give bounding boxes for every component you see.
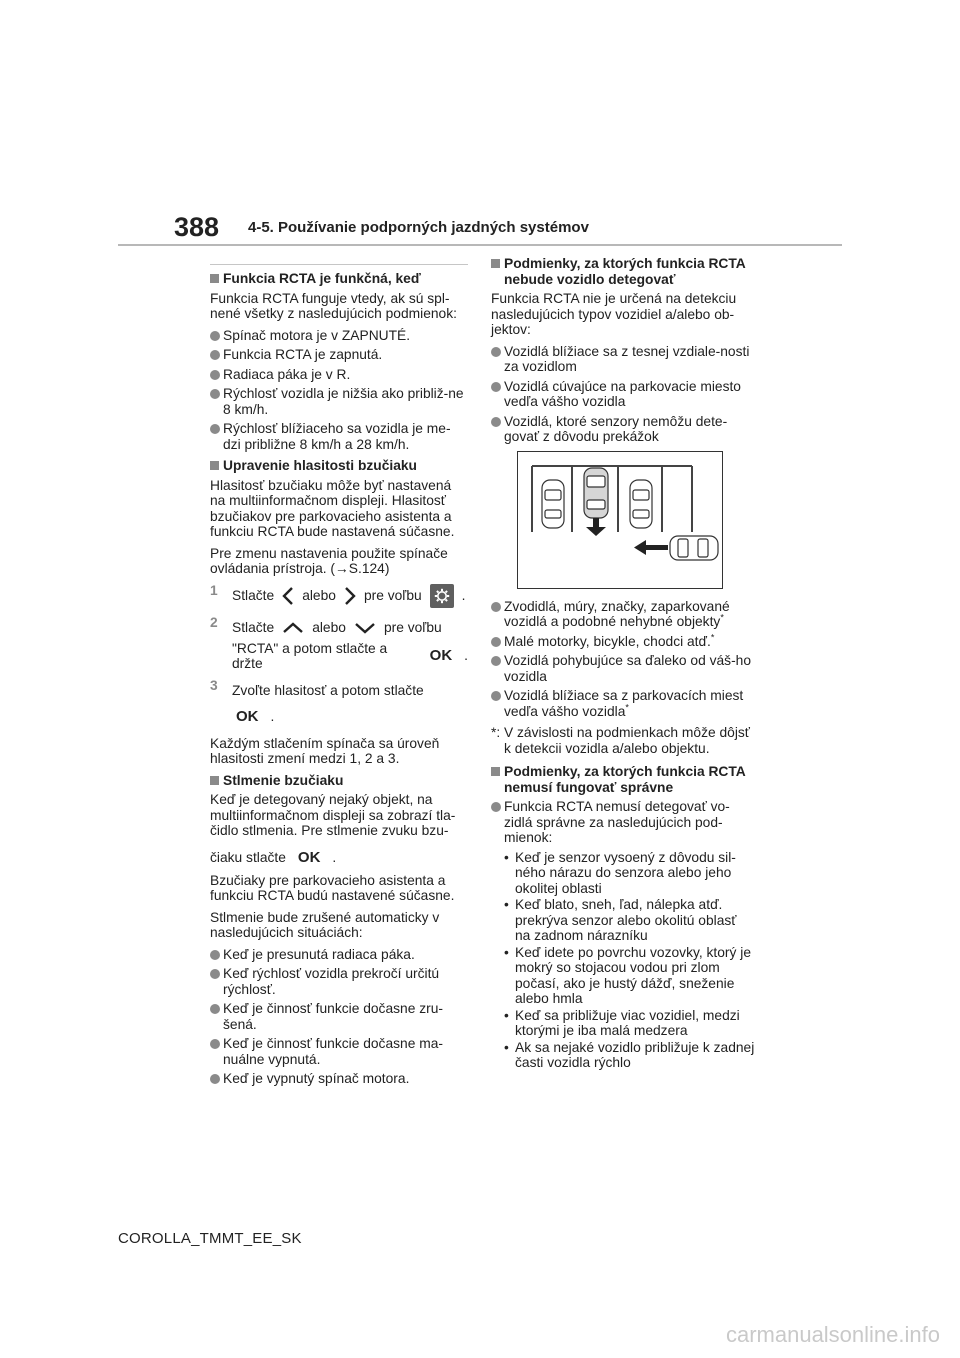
heading-buzzer-mute: Stlmenie bzučiaku	[210, 773, 468, 789]
ok-icon: OK	[429, 647, 453, 665]
ok-icon: OK	[236, 707, 259, 725]
page-number: 388	[174, 212, 220, 242]
footnote	[491, 725, 755, 756]
list-item: Keď je presunutá radiaca páka.	[210, 947, 468, 963]
list-item: Keď rýchlosť vozidla prekročí určitú rýchlosť.	[210, 966, 468, 997]
column-divider	[210, 264, 468, 265]
step-2	[210, 615, 468, 672]
list-item	[491, 688, 755, 719]
heading-buzzer-volume: Upravenie hlasitosti bzučiaku	[210, 458, 468, 474]
objects-list	[491, 599, 755, 720]
sublist-item: • Keď sa približuje viac vozidiel, medzi ktorými je iba malá medzera	[504, 1008, 755, 1039]
step-text: pre voľbu	[383, 619, 442, 635]
step-text: "RCTA" a potom stlačte a držte	[232, 640, 388, 671]
reversing-car	[584, 468, 608, 518]
list-item	[491, 653, 755, 684]
approaching-car	[670, 536, 718, 560]
chevron-up-icon	[282, 622, 304, 634]
list-item: Spínač motora je v ZAPNUTÉ.	[210, 328, 468, 344]
malfunction-sublist	[504, 850, 755, 1071]
mute-cancel-list	[210, 947, 468, 1087]
sublist-item: • Keď idete po povrchu vozovky, ktorý je mokrý so stojacou vodou pri zlom počasí, ako je hustý dážď, sneženie alebo hmla	[504, 945, 755, 1007]
paragraph-text: čiaku stlačte	[210, 849, 286, 865]
parking-illustration	[517, 451, 723, 589]
list-item: Rýchlosť vozidla je nižšia ako približ-ne 8 km/h.	[210, 386, 468, 417]
step-text: Stlačte	[232, 619, 275, 635]
parked-car-left	[542, 480, 564, 528]
footer-code: COROLLA_TMMT_EE_SK	[118, 1230, 302, 1247]
step-3	[210, 678, 468, 730]
footnote-marker: *	[720, 612, 724, 623]
conditions-list	[210, 328, 468, 453]
malfunction-list	[491, 799, 755, 846]
step-text: alebo	[302, 587, 336, 603]
sublist-item: • Keď blato, sneh, ľad, nálepka atď. prekrýva senzor alebo okolitú oblasť na zadnom nárazníku	[504, 897, 755, 944]
step-text: alebo	[312, 619, 346, 635]
header-divider	[118, 244, 842, 246]
paragraph: Funkcia RCTA nie je určená na detekciu nasledujúcich typov vozidiel a/alebo ob-jektov:	[491, 291, 737, 337]
paragraph: Funkcia RCTA funguje vtedy, ak sú spl-nené všetky z nasledujúcich podmienok:	[210, 290, 457, 321]
ok-icon: OK	[297, 848, 321, 866]
arrow-left-icon	[634, 540, 668, 555]
list-item: Keď je vypnutý spínač motora.	[210, 1071, 468, 1087]
punctuation: .	[464, 648, 468, 664]
heading-may-not-work: Podmienky, za ktorých funkcia RCTA nemusí fungovať správne	[491, 764, 755, 795]
section-title: 4-5. Používanie podporných jazdných systémov	[248, 219, 589, 236]
paragraph: Pre zmenu nastavenia použite spínače ovládania prístroja. (→S.124)	[210, 545, 448, 576]
step-number: 2	[210, 614, 218, 630]
list-item: Rýchlosť blížiaceho sa vozidla je me-dzi približne 8 km/h a 28 km/h.	[210, 421, 468, 452]
undetected-list	[491, 344, 755, 445]
list-item-text: Vozidlá pohybujúce sa ďaleko od váš-ho vozidla	[504, 653, 752, 684]
sublist-item: • Ak sa nejaké vozidlo približuje k zadnej časti vozidla rýchlo	[504, 1040, 755, 1071]
list-item: Funkcia RCTA je zapnutá.	[210, 347, 468, 363]
paragraph: Hlasitosť bzučiaku môže byť nastavená na multiinformačnom displeji. Hlasitosť bzučiakov pre parkovacieho asistenta a funkciu RCTA bude nastavená súčasne.	[210, 477, 455, 539]
list-item	[491, 599, 755, 630]
list-item: Funkcia RCTA nemusí detegovať vo-zidlá správne za nasledujúcich pod-mienok:	[491, 799, 755, 846]
list-item-text: Vozidlá blížiace sa z parkovacích miest vedľa vášho vozidla	[504, 688, 744, 719]
mute-instruction	[210, 845, 468, 871]
paragraph: Keď je detegovaný nejaký objekt, na multiinformačnom displeji sa zobrazí tla-čidlo stlmenia. Pre stlmenie zvuku bzu-	[210, 792, 456, 838]
chevron-right-icon	[344, 586, 356, 606]
list-item-text: Zvodidlá, múry, značky, zaparkované vozidlá a podobné nehybné objekty	[504, 598, 730, 629]
watermark: carmanualsonline.info	[725, 1322, 940, 1347]
list-item: Vozidlá cúvajúce na parkovacie miesto vedľa vášho vozidla	[491, 379, 755, 410]
paragraph: Každým stlačením spínača sa úroveň hlasitosti zmení medzi 1, 2 a 3.	[210, 735, 440, 766]
arrow-down-icon	[586, 518, 606, 536]
list-item: Keď je činnosť funkcie dočasne zru-šená.	[210, 1001, 468, 1032]
step-1	[210, 583, 468, 609]
list-item: Keď je činnosť funkcie dočasne ma-nuálne vypnutá.	[210, 1036, 468, 1067]
gear-icon	[430, 584, 454, 608]
punctuation: .	[332, 849, 337, 865]
paragraph: Bzučiaky pre parkovacieho asistenta a funkciu RCTA budú nastavené súčasne.	[210, 872, 455, 903]
list-item: Radiaca páka je v R.	[210, 367, 468, 383]
step-number: 3	[210, 677, 218, 693]
list-item: Vozidlá blížiace sa z tesnej vzdiale-nosti za vozidlom	[491, 344, 755, 375]
list-item: Vozidlá, ktoré senzory nemôžu dete-govať z dôvodu prekážok	[491, 414, 755, 445]
right-column	[491, 256, 755, 1072]
footnote-text: V závislosti na podmienkach môže dôjsť k detekcii vozidla a/alebo objektu.	[504, 725, 750, 756]
list-item	[491, 631, 755, 650]
chevron-left-icon	[282, 586, 294, 606]
heading-not-detected: Podmienky, za ktorých funkcia RCTA nebude vozidlo detegovať	[491, 256, 755, 287]
step-text: Zvoľte hlasitosť a potom stlačte	[232, 682, 424, 698]
left-column	[210, 256, 468, 1093]
sublist-item: • Keď je senzor vysoený z dôvodu sil-ného nárazu do senzora alebo jeho okolitej oblasti	[504, 850, 755, 897]
footnote-marker: *	[625, 701, 629, 712]
heading-rcta-operational: Funkcia RCTA je funkčná, keď	[210, 271, 468, 287]
parked-car-right	[630, 480, 652, 528]
footnote-mark: *:	[491, 725, 501, 740]
punctuation: .	[270, 708, 275, 724]
step-text: pre voľbu	[363, 587, 422, 603]
footnote-marker: *	[710, 631, 715, 642]
chevron-down-icon	[354, 622, 376, 634]
paragraph: Stlmenie bude zrušené automaticky v nasledujúcich situáciách:	[210, 909, 440, 940]
step-text: Stlačte	[232, 587, 275, 603]
list-item-text: Malé motorky, bicykle, chodci atď.	[504, 633, 711, 649]
punctuation: .	[461, 587, 466, 603]
step-number: 1	[210, 582, 218, 598]
